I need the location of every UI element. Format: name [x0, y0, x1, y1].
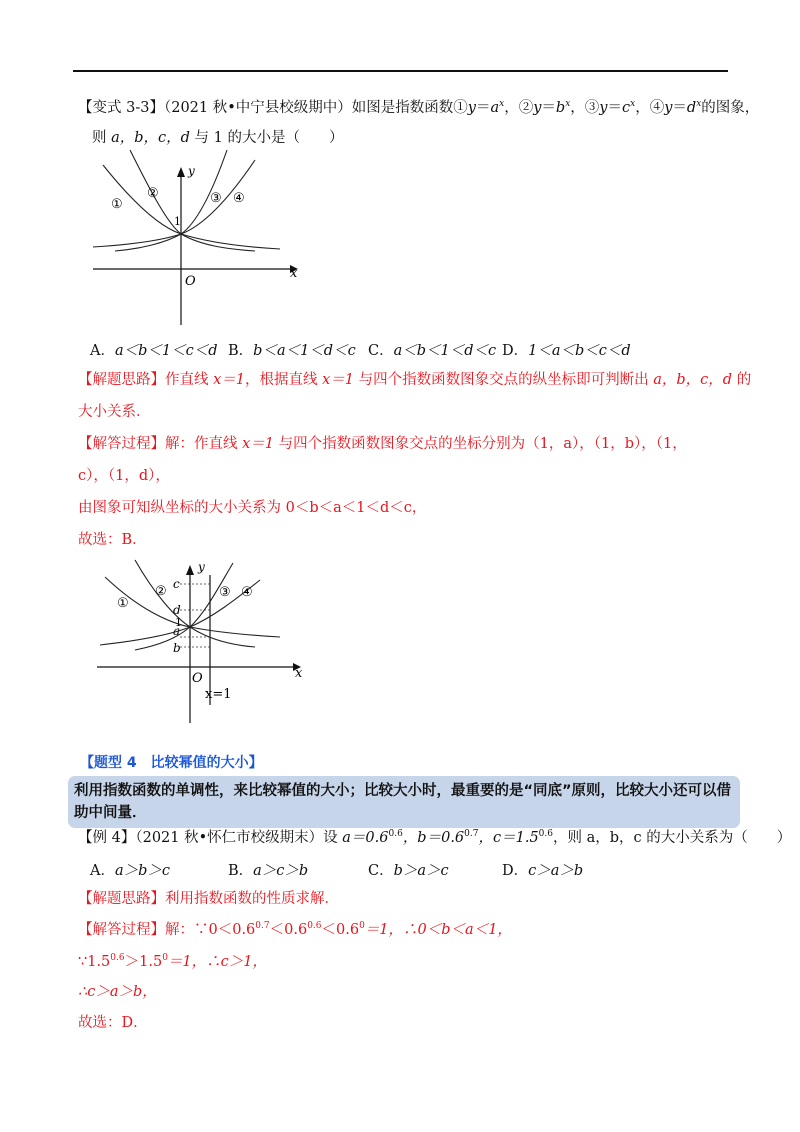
curve-label-3: ③	[210, 191, 222, 206]
idea-label: 【解题思路】	[78, 372, 165, 388]
one-label: 1	[175, 616, 182, 629]
tip-box	[68, 776, 740, 828]
option-label: B．	[228, 343, 254, 359]
question-text-end: 的图象，	[701, 100, 760, 116]
option-expr: c＞a＞b	[528, 863, 584, 879]
eq: x＝1	[322, 372, 355, 388]
line-label: x=1	[205, 687, 232, 702]
eq-sign: ＝	[475, 100, 491, 116]
option-d[interactable]	[502, 339, 631, 360]
text: ＝1，∴0＜b＜a＜1，	[364, 922, 512, 938]
exp-x: x	[696, 99, 702, 109]
solution1-idea-line2: 大小关系．	[78, 404, 151, 420]
text: 作直线	[165, 372, 214, 388]
text: ＜0.6	[269, 922, 308, 938]
a-def: a＝0.6	[342, 830, 389, 846]
solution1-idea-line1	[78, 370, 751, 390]
exp-x: x	[565, 99, 571, 109]
eq: x＝1	[213, 372, 246, 388]
x-axis-label: x	[295, 666, 303, 681]
option-b[interactable]	[228, 339, 356, 360]
sep: ，②	[504, 100, 534, 116]
text: ＜0.6	[321, 922, 360, 938]
c-def: ，c＝1.5	[478, 830, 539, 846]
exp: 0.7	[255, 921, 270, 931]
eq-sign: ＝	[672, 100, 687, 116]
exp-graph-2	[95, 555, 310, 725]
solution2-proc-line2	[78, 952, 267, 972]
curve-label-4: ④	[233, 191, 245, 206]
solution1-choice: 故选：B．	[78, 532, 147, 548]
option-expr: a＜b＜1＜c＜d	[114, 343, 218, 359]
origin-label: O	[192, 671, 203, 686]
vars: a，b，c，d	[111, 130, 190, 146]
text: 与四个指数函数图象交点的纵坐标即可判断出	[354, 372, 654, 388]
section-title: 【题型 4 比较幂值的大小】	[80, 755, 263, 771]
option-label: A．	[90, 863, 115, 879]
option-expr: b＞a＞c	[393, 863, 449, 879]
y-axis-arrow	[177, 167, 185, 177]
variant-label: 【变式 3-3】	[78, 100, 164, 116]
option-label: C．	[368, 863, 394, 879]
vars: a，b，c，d	[653, 372, 733, 388]
exp: 0.6	[538, 829, 553, 839]
exp-x: x	[499, 99, 505, 109]
idea-text: 利用指数函数的性质求解．	[165, 891, 339, 907]
text: 与四个指数函数图象交点的坐标分别为（1，a），（1，b），（1，	[274, 436, 687, 452]
proc-label: 【解答过程】	[78, 922, 165, 938]
proc-label: 【解答过程】	[78, 436, 165, 452]
option-b[interactable]	[228, 859, 308, 880]
text: 设	[323, 830, 343, 846]
option-label: C．	[368, 343, 394, 359]
exp: 0.6	[307, 921, 322, 931]
origin-label: O	[185, 274, 196, 289]
solution2-proc-line3: ∴c＞a＞b，	[78, 984, 157, 1000]
curve-label-1: ①	[111, 197, 123, 212]
exp: 0.6	[110, 953, 125, 963]
var-c: c	[622, 100, 631, 116]
option-label: A．	[90, 343, 115, 359]
var-y: y	[467, 100, 476, 116]
curve-label-2: ②	[155, 584, 167, 599]
y-axis-arrow	[186, 565, 194, 575]
tip-text: 利用指数函数的单调性，来比较幂值的大小；比较大小时，最重要的是“同底”原则，比较大小还可以借助中间量．	[74, 783, 732, 821]
y-axis-label: y	[198, 560, 205, 574]
header-rule	[73, 70, 728, 72]
var-y: y	[664, 100, 673, 116]
solution2-choice: 故选：D．	[78, 1015, 148, 1031]
text: ，根据直线	[245, 372, 323, 388]
sep: ，③	[570, 100, 600, 116]
eq: x＝1	[242, 436, 275, 452]
exp-x: x	[630, 99, 636, 109]
var-y: y	[533, 100, 542, 116]
text: ∵1.5	[78, 954, 111, 970]
var-a: a	[490, 100, 500, 116]
exp: 0.7	[464, 829, 479, 839]
exp-graph-1	[85, 145, 310, 330]
solution1-proc-line1	[78, 434, 687, 454]
variant-question-line1	[78, 98, 759, 118]
one-label: 1	[174, 215, 181, 228]
var-b: b	[555, 100, 566, 116]
option-label: D．	[502, 863, 529, 879]
option-expr: 1＜a＜b＜c＜d	[528, 343, 631, 359]
example-label: 【例 4】	[78, 830, 136, 846]
example-question	[78, 828, 791, 848]
option-label: D．	[502, 343, 529, 359]
sep: ，④	[635, 100, 665, 116]
c-label: c	[173, 577, 180, 591]
option-a[interactable]	[90, 859, 170, 880]
example-source: （2021 秋•怀仁市校级期末）	[135, 830, 324, 846]
text: 与 1 的大小是（ ）	[189, 130, 344, 146]
b-label: b	[173, 641, 181, 655]
option-d[interactable]	[502, 859, 583, 880]
idea-label: 【解题思路】	[78, 891, 165, 907]
option-c[interactable]	[368, 859, 449, 880]
option-label: B．	[228, 863, 254, 879]
text: ＞1.5	[124, 954, 163, 970]
option-expr: a＞b＞c	[114, 863, 171, 879]
question-text: 如图是指数函数①	[351, 100, 468, 116]
option-c[interactable]	[368, 339, 496, 360]
var-y: y	[599, 100, 608, 116]
solution1-proc-line3: 由图象可知纵坐标的大小关系为 0＜b＜a＜1＜d＜c，	[78, 500, 427, 516]
option-expr: b＜a＜1＜d＜c	[253, 343, 356, 359]
option-a[interactable]	[90, 339, 218, 360]
curve-label-3: ③	[219, 585, 231, 600]
exp: 0	[359, 921, 365, 931]
a-label: a	[173, 624, 181, 638]
solution2-proc-line1	[78, 920, 512, 940]
variant-source: （2021 秋•中宁县校级期中）	[163, 100, 352, 116]
curve-label-1: ①	[117, 596, 129, 611]
text: ＝1，∴c＞1，	[167, 954, 267, 970]
var-d: d	[686, 100, 697, 116]
curve-label-4: ④	[241, 585, 253, 600]
solution1-proc-line2: c），（1，d），	[78, 468, 170, 484]
d-label: d	[173, 603, 181, 617]
exp: 0.6	[388, 829, 403, 839]
y-axis-label: y	[188, 164, 195, 178]
text: 则	[92, 130, 112, 146]
text: 解：作直线	[165, 436, 243, 452]
x-axis-label: x	[290, 266, 298, 281]
eq-sign: ＝	[607, 100, 622, 116]
option-expr: a＞c＞b	[253, 863, 309, 879]
curve-label-2: ②	[147, 186, 159, 201]
eq-sign: ＝	[541, 100, 556, 116]
text: ，则 a，b，c 的大小关系为（ ）	[553, 830, 792, 846]
exp: 0	[162, 953, 168, 963]
text: 的	[732, 372, 752, 388]
text: 解：∵0＜0.6	[165, 922, 256, 938]
option-expr: a＜b＜1＜d＜c	[393, 343, 497, 359]
solution2-idea	[78, 889, 339, 909]
b-def: ，b＝0.6	[402, 830, 465, 846]
